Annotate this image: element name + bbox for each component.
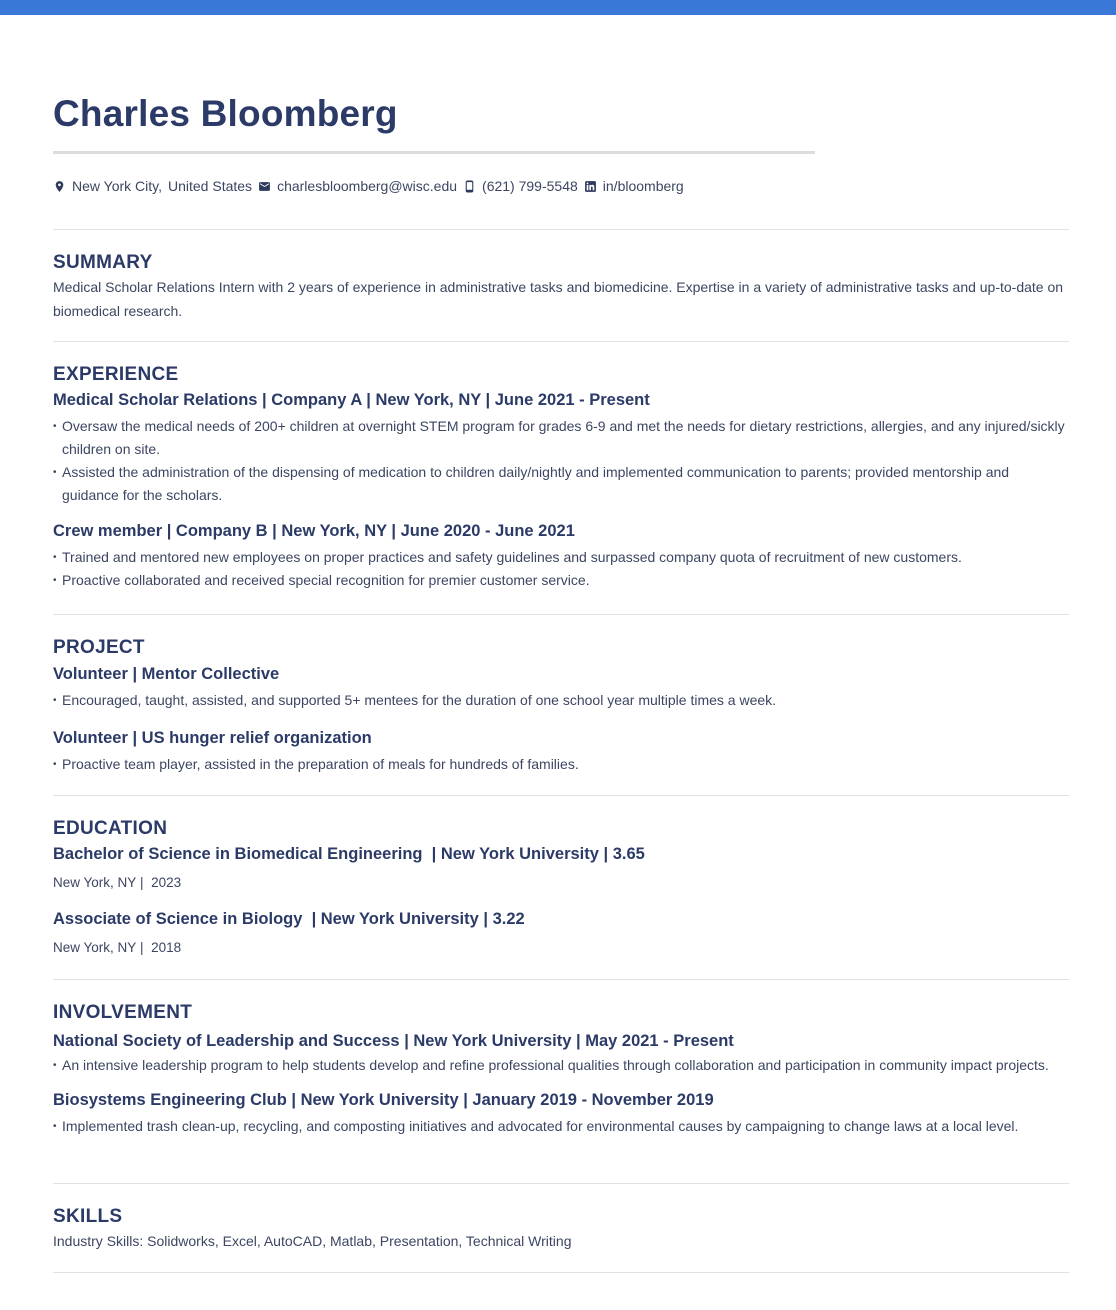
project-heading: Volunteer | US hunger relief organization — [53, 729, 372, 747]
section-title: EXPERIENCE — [53, 364, 179, 385]
bullet: • Oversaw the medical needs of 200+ children at overnight STEM program for grades 6-9 and met the needs for dietary restrictions, allergies, and any injured/sickly children on site. — [53, 415, 1069, 461]
section-title: SUMMARY — [53, 252, 153, 273]
contact-row — [53, 178, 690, 194]
degree-year: 2023 — [151, 875, 182, 890]
linkedin-icon — [584, 180, 597, 193]
section-title: SKILLS — [53, 1206, 123, 1227]
email[interactable] — [258, 178, 457, 194]
job-bullets — [53, 415, 1069, 507]
section-title: PROJECT — [53, 637, 145, 658]
location-country: United States — [168, 178, 253, 194]
bullet: • Implemented trash clean-up, recycling, and composting initiatives and advocated for environmental causes by campaigning to change laws at a local level. — [53, 1115, 1069, 1138]
project-bullets — [53, 689, 1069, 712]
location-city: New York City, — [72, 178, 162, 194]
summary-section — [53, 251, 1069, 323]
education-section — [53, 817, 1069, 958]
job-bullets — [53, 546, 1069, 592]
degree-meta: New York, NY | 2018 — [53, 940, 182, 955]
phone-text[interactable]: (621) 799-5548 — [482, 178, 578, 194]
location-pin-icon — [53, 180, 66, 193]
involvement-entry — [53, 1030, 1069, 1077]
project-entry — [53, 663, 1069, 712]
name-underline — [53, 151, 815, 154]
job-heading: Medical Scholar Relations | Company A | New York, NY | June 2021 - Present — [53, 391, 650, 409]
email-text[interactable]: charlesbloomberg@wisc.edu — [277, 178, 458, 194]
divider — [53, 614, 1069, 615]
skills-section — [53, 1205, 1069, 1253]
phone[interactable] — [463, 178, 578, 194]
bullet: • An intensive leadership program to help students develop and refine professional qualities through collaboration and participation in community impact projects. — [53, 1054, 1069, 1077]
email-icon — [258, 180, 271, 193]
project-heading: Volunteer | Mentor Collective — [53, 665, 280, 683]
project-entry — [53, 727, 1069, 776]
location — [53, 178, 252, 194]
bullet: • Proactive team player, assisted in the preparation of meals for hundreds of families. — [53, 753, 1069, 776]
project-section — [53, 636, 1069, 776]
divider — [53, 979, 1069, 980]
degree-meta: New York, NY | 2023 — [53, 875, 182, 890]
divider — [53, 795, 1069, 796]
degree-location: New York, NY — [53, 875, 137, 890]
involvement-bullets — [53, 1115, 1069, 1138]
divider — [53, 1183, 1069, 1184]
experience-section — [53, 363, 1069, 592]
involvement-heading: National Society of Leadership and Success | New York University | May 2021 - Present — [53, 1032, 734, 1050]
section-title: INVOLVEMENT — [53, 1002, 193, 1023]
summary-text: Medical Scholar Relations Intern with 2 years of experience in administrative tasks and biomedicine. Expertise in a variety of administrative tasks and up-to-date on biomedical research. — [53, 279, 1064, 319]
phone-icon — [463, 180, 476, 193]
involvement-bullets — [53, 1054, 1069, 1077]
skills-text: Industry Skills: Solidworks, Excel, AutoCAD, Matlab, Presentation, Technical Writing — [53, 1233, 572, 1249]
divider — [53, 1272, 1069, 1273]
candidate-name: Charles Bloomberg — [53, 93, 398, 134]
top-accent-bar — [0, 0, 1116, 15]
bullet: • Proactive collaborated and received special recognition for premier customer service. — [53, 569, 1069, 592]
job-entry — [53, 520, 1069, 592]
job-heading: Crew member | Company B | New York, NY | June 2020 - June 2021 — [53, 522, 575, 540]
section-title: EDUCATION — [53, 818, 168, 839]
linkedin-text[interactable]: in/bloomberg — [602, 178, 684, 194]
education-entry — [53, 908, 1069, 958]
project-bullets — [53, 753, 1069, 776]
bullet: • Trained and mentored new employees on proper practices and safety guidelines and surpassed company quota of recruitment of new customers. — [53, 546, 1069, 569]
degree-heading: Bachelor of Science in Biomedical Engineering | New York University | 3.65 — [53, 845, 645, 863]
degree-year: 2018 — [151, 940, 182, 955]
divider — [53, 229, 1069, 230]
involvement-entry — [53, 1089, 1069, 1138]
divider — [53, 341, 1069, 342]
involvement-section — [53, 1001, 1069, 1138]
bullet: • Encouraged, taught, assisted, and supported 5+ mentees for the duration of one school year multiple times a week. — [53, 689, 1069, 712]
bullet: • Assisted the administration of the dispensing of medication to children daily/nightly and implemented communication to parents; provided mentorship and guidance for the scholars. — [53, 461, 1069, 507]
linkedin[interactable] — [584, 178, 684, 194]
education-entry — [53, 843, 1069, 893]
job-entry — [53, 389, 1069, 507]
involvement-heading: Biosystems Engineering Club | New York University | January 2019 - November 2019 — [53, 1091, 714, 1109]
degree-heading: Associate of Science in Biology | New York University | 3.22 — [53, 910, 525, 928]
degree-location: New York, NY — [53, 940, 137, 955]
